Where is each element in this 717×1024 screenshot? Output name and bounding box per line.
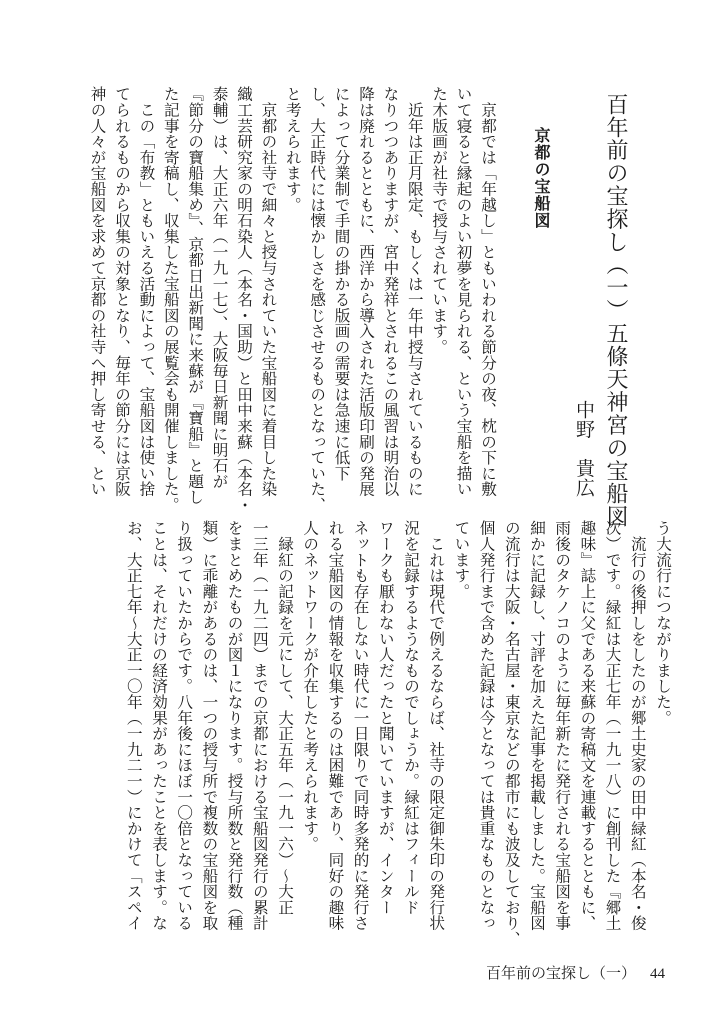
- text-column: 京都の社寺で細々と授与されていた宝船図に着目した染: [259, 86, 278, 497]
- text-column: 織工芸研究家の明石染人（本名・国助）と田中来蘇（本名・: [235, 86, 253, 513]
- text-column: た記事を寄稿し、収集した宝船図の展覧会も開催しました。: [161, 86, 180, 513]
- text-column: これは現代で例えるならば、社寺の限定御朱印の発行状: [427, 520, 446, 931]
- text-column: なりつつありますが、宮中発祥とされるこの風習は明治以: [381, 86, 400, 497]
- text-column: 緑紅の記録を元にして、大正五年（一九一六）～大正: [276, 520, 294, 915]
- text-column: 個人発行まで含めた記録は今となっては貴重なものとなっ: [477, 520, 496, 931]
- page-footer: [486, 962, 665, 983]
- text-column: 一三年（一九二四）までの京都における宝船図発行の累計: [250, 520, 269, 931]
- text-column: 近年は正月限定、もしくは一年中授与されているものに: [405, 86, 424, 497]
- page-number: 44: [650, 966, 665, 982]
- text-column: お、大正七年～大正一〇年（一九二一）にかけて「スペイ: [124, 520, 143, 931]
- text-column: ネットも存在しない時代に一日限りで同時多発的に発行さ: [351, 520, 370, 931]
- section-heading: 京都の宝船図: [532, 127, 551, 229]
- text-column: この「布教」ともいえる活動によって、宝船図は使い捨: [137, 86, 156, 497]
- article-title: 百年前の宝探し（一）五條天神宮の宝船図: [603, 93, 628, 529]
- text-column: いて寝ると縁起のよい初夢を見られる、という宝船を描い: [454, 86, 473, 497]
- text-column: 細かに記録し、寸評を加えた記事を掲載しました。宝船図: [528, 520, 546, 931]
- text-column: ワークも厭わない人だったと聞いていますが、インター: [376, 520, 395, 915]
- text-column: 類）に乖離があるのは、一つの授与所で複数の宝船図を取: [200, 520, 219, 931]
- text-column: ています。: [452, 520, 471, 599]
- text-column: てられるものから収集の対象となり、毎年の節分には京阪: [113, 86, 131, 497]
- text-column: う大流行につながりました。: [654, 520, 672, 726]
- running-title: 百年前の宝探し（一）: [485, 964, 636, 982]
- text-column: 降は廃れるとともに、西洋から導入された活版印刷の発展: [357, 86, 375, 497]
- text-column: 次）です。緑紅は大正七年（一九一八）に創刊した『郷土: [603, 520, 622, 931]
- text-column: 況を記録するようなものでしょうか。緑紅はフィールド: [402, 520, 420, 915]
- text-column: 人のネットワークが介在したと考えられます。: [301, 520, 320, 852]
- text-column: ことは、それだけの経済効果があったことを表します。な: [150, 520, 168, 931]
- text-column: 趣味』誌上に父である来蘇の寄稿文を連載するとともに、: [578, 520, 597, 931]
- text-column: り扱っていたからです。八年後にほぼ一〇倍となっている: [175, 520, 194, 931]
- text-column: の流行は大阪・名古屋・東京などの都市にも波及しており、: [502, 520, 521, 947]
- text-column: 神の人々が宝船図を求めて京都の社寺へ押し寄せる、とい: [88, 86, 107, 497]
- text-column: をまとめたものが図１になります。授与所数と発行数（種: [225, 520, 244, 931]
- text-column: によって分業制で手間の掛かる版画の需要は急速に低下: [332, 86, 351, 481]
- text-column: 京都では「年越し」ともいわれる節分の夜、枕の下に敷: [479, 86, 497, 497]
- text-column: 流行の後押しをしたのが郷土史家の田中緑紅（本名・俊: [628, 520, 647, 931]
- text-column: 『節分の寶船集め』、京都日出新聞に来蘇が『寶船』と題し: [186, 86, 205, 505]
- text-column: 雨後のタケノコのように毎年新たに発行される宝船図を事: [553, 520, 572, 931]
- text-column: し、大正時代には懐かしさを感じさせるものとなっていた、: [308, 86, 327, 513]
- text-column: 泰輔）は、大正六年（一九一七）、大阪毎日新聞に明石が: [210, 86, 229, 489]
- text-column: た木版画が社寺で授与されています。: [430, 86, 449, 355]
- text-column: と考えられます。: [283, 86, 302, 213]
- author-name: 中野 貴広: [573, 400, 595, 498]
- text-column: れる宝船図の情報を収集するのは困難であり、同好の趣味: [326, 520, 345, 931]
